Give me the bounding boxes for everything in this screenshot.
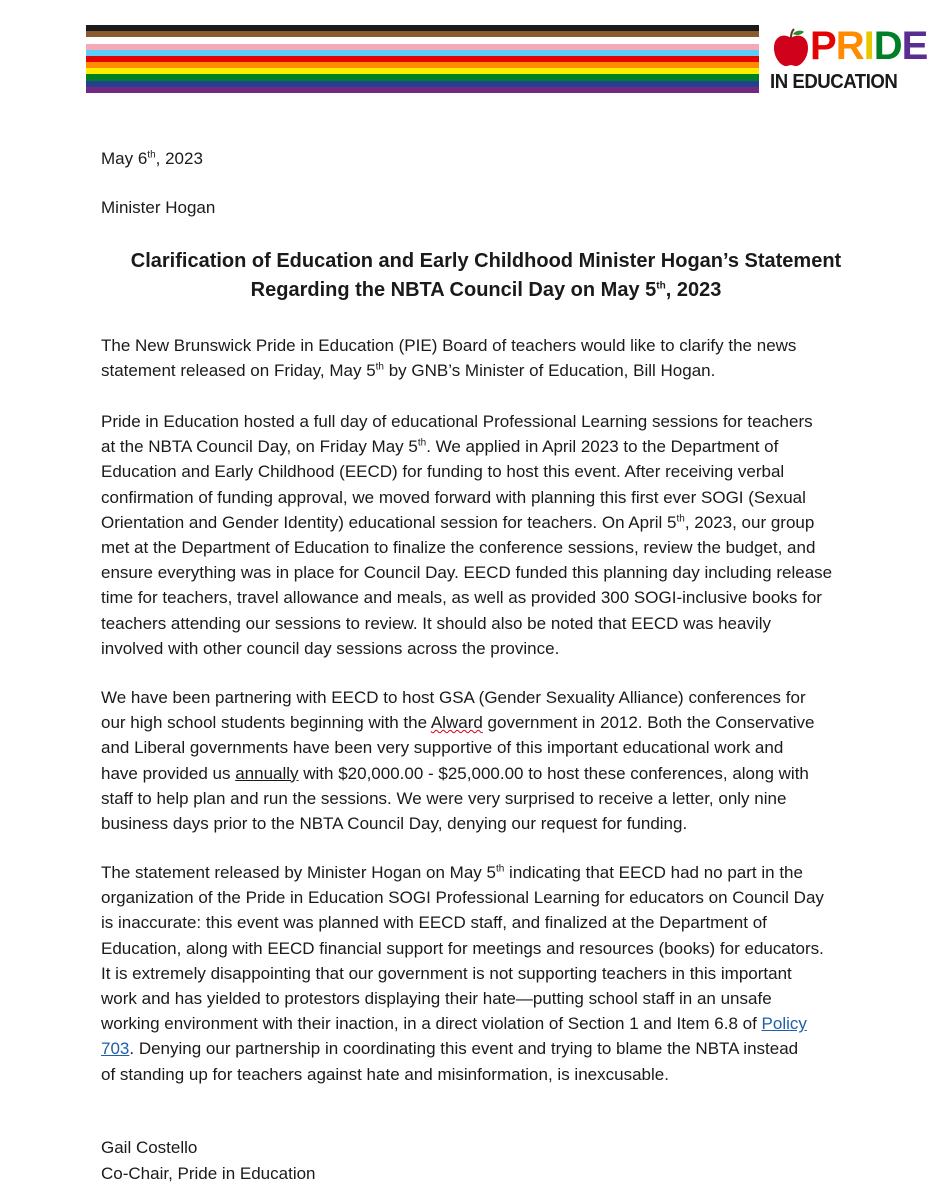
- p3-line-2: [101, 710, 901, 735]
- p1-l2-a: statement released on Friday, May 5: [101, 361, 376, 381]
- p3-l4-b: with $20,000.00 - $25,000.00 to host these conferences, along with: [298, 763, 809, 783]
- recipient: Minister Hogan: [101, 198, 216, 217]
- p4-line-5: It is extremely disappointing that our government is not supporting teachers in this important: [101, 963, 792, 983]
- p4-l1-a: The statement released by Minister Hogan on May 5: [101, 863, 496, 882]
- p2-line-5: [101, 510, 901, 535]
- paragraph-3: [101, 685, 901, 836]
- p4-l1-sup: th: [495, 863, 505, 875]
- p2-line-4: confirmation of funding approval, we moved forward with planning this first ever SOGI (Sexual: [101, 487, 806, 507]
- pride-flag-banner: [86, 25, 759, 93]
- p4-l7-a: working environment with their inaction, in a direct violation of Section 1 and Item 6.8 of: [101, 1014, 762, 1034]
- p2-l5-b: , 2023, our group: [684, 512, 815, 532]
- p3-line-3: and Liberal governments have been very supportive of this important educational work and: [101, 738, 784, 758]
- paragraph-4: [101, 860, 901, 1087]
- p4-l1-b: indicating that EECD had no part in the: [504, 863, 803, 882]
- logo-letter-r: R: [835, 24, 864, 68]
- letter-date: [101, 146, 203, 171]
- p2-l5-a: Orientation and Gender Identity) educational session for teachers. On April 5: [101, 512, 677, 532]
- signature-name: Gail Costello: [101, 1138, 198, 1157]
- p4-line-7: [101, 1011, 901, 1036]
- date-prefix: May 6: [101, 149, 148, 168]
- p2-line-3: Education and Early Childhood (EECD) for funding to host this event. After receiving verbal: [101, 462, 785, 482]
- signature-role: Co-Chair, Pride in Education: [101, 1164, 316, 1183]
- p2-l2-a: at the NBTA Council Day, on Friday May 5: [101, 437, 418, 457]
- p3-l2-b: government in 2012. Both the Conservative: [482, 713, 815, 733]
- p2-line-9: teachers attending our sessions to review. It should also be noted that EECD was heavily: [101, 613, 771, 633]
- pride-in-education-logo: [770, 22, 930, 96]
- p2-line-2: [101, 434, 901, 459]
- p1-line-2: [101, 358, 901, 383]
- logo-subtitle: IN EDUCATION: [770, 71, 898, 93]
- p4-l8-b: . Denying our partnership in coordinating this event and trying to blame the NBTA instead: [129, 1039, 799, 1059]
- p3-l2-misspelled-word: Alward: [430, 713, 483, 733]
- p4-line-4: Education, along with EECD financial support for meetings and resources (books) for educators.: [101, 938, 824, 958]
- paragraph-1: [101, 333, 901, 383]
- p1-line-1: The New Brunswick Pride in Education (PIE) Board of teachers would like to clarify the news: [101, 336, 797, 355]
- p2-line-7: ensure everything was in place for Council Day. EECD funded this planning day including release: [101, 563, 833, 583]
- p3-line-5: staff to help plan and run the sessions. We were very surprised to receive a letter, only nine: [101, 788, 787, 808]
- p2-l2-b: . We applied in April 2023 to the Department of: [426, 437, 779, 457]
- p2-l5-sup: th: [676, 513, 685, 525]
- p4-line-1: [101, 860, 901, 885]
- p2-l2-sup: th: [417, 437, 427, 449]
- p4-line-8: [101, 1036, 901, 1061]
- logo-letter-d: D: [873, 24, 902, 68]
- title-line-2-suffix: , 2023: [665, 279, 722, 301]
- letter-title-line-1: Clarification of Education and Early Childhood Minister Hogan’s Statement: [130, 250, 842, 272]
- p4-line-2: organization of the Pride in Education SOGI Professional Learning for educators on Council Day: [101, 888, 824, 908]
- logo-letter-i: I: [863, 24, 874, 68]
- title-line-2-sup: th: [656, 280, 666, 292]
- p1-l2-sup: th: [375, 361, 384, 373]
- p3-line-6: business days prior to the NBTA Council Day, denying our request for funding.: [101, 813, 688, 833]
- date-suffix: , 2023: [155, 149, 203, 168]
- p3-l2-a: our high school students beginning with the: [101, 713, 431, 733]
- letter-title-line-2: [101, 276, 871, 304]
- logo-pride-word: [810, 26, 927, 66]
- p2-line-1: Pride in Education hosted a full day of educational Professional Learning sessions for teachers: [101, 412, 813, 431]
- title-line-2-prefix: Regarding the NBTA Council Day on May 5: [250, 279, 657, 301]
- p4-line-3: is inaccurate: this event was planned with EECD staff, and finalized at the Department of: [101, 913, 767, 933]
- p3-line-4: [101, 761, 901, 786]
- p2-line-10: involved with other council day sessions across the province.: [101, 638, 560, 658]
- p3-l4-a: have provided us: [101, 763, 236, 783]
- policy-703-link-continued[interactable]: 703: [101, 1039, 130, 1059]
- date-sup: th: [147, 149, 156, 161]
- p3-line-1: We have been partnering with EECD to host GSA (Gender Sexuality Alliance) conferences for: [101, 688, 806, 707]
- flag-stripe: [86, 87, 759, 93]
- logo-letter-p: P: [810, 24, 836, 68]
- p1-l2-b: by GNB’s Minister of Education, Bill Hogan.: [384, 361, 716, 381]
- policy-703-link[interactable]: Policy: [761, 1014, 807, 1034]
- p4-line-6: work and has yielded to protestors displaying their hate—putting school staff in an unsafe: [101, 988, 772, 1008]
- p2-line-8: time for teachers, travel allowance and meals, as well as provided 300 SOGI-inclusive books for: [101, 588, 822, 608]
- p2-line-6: met at the Department of Education to finalize the conference sessions, review the budget, and: [101, 537, 816, 557]
- p3-l4-underlined-word: annually: [235, 763, 299, 783]
- logo-letter-e: E: [901, 24, 928, 68]
- paragraph-2: [101, 409, 901, 661]
- apple-icon: [772, 28, 810, 68]
- p4-line-9: of standing up for teachers against hate and misinformation, is inexcusable.: [101, 1064, 669, 1084]
